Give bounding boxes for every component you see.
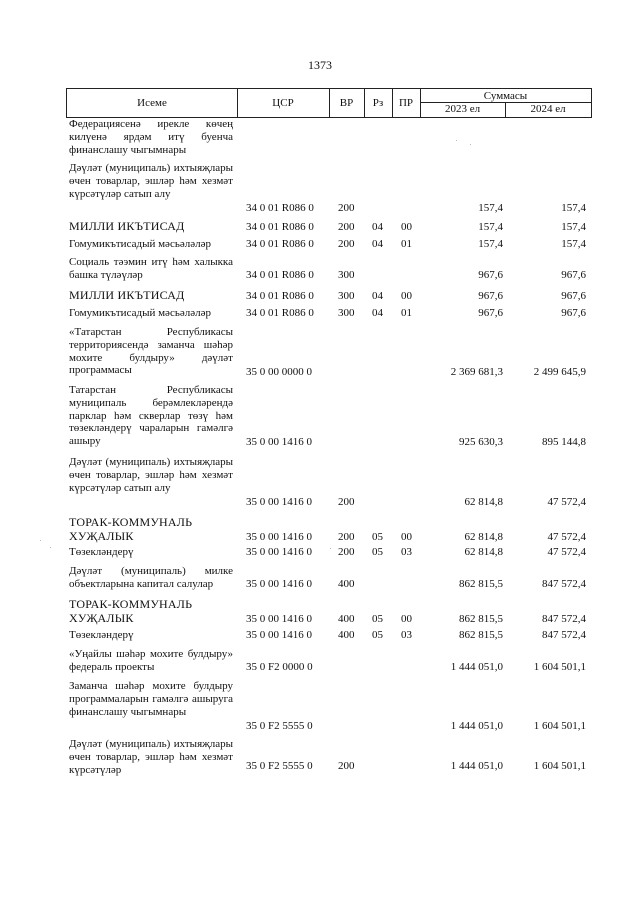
row-sum-2024: 1 604 501,1 [533,720,586,732]
row-vr: 200 [338,760,355,772]
row-name: «Уңайлы шәһәр мохите булдыру» федераль проекты [69,648,233,673]
row-rz: 04 [372,238,383,250]
row-csr: 34 0 01 R086 0 [246,221,314,233]
row-vr: 300 [338,307,355,319]
row-sum-2023: 157,4 [478,238,503,250]
row-sum-2024: 157,4 [561,202,586,214]
row-sum-2023: 62 814,8 [464,546,503,558]
row-name: Дәүләт (муниципаль) ихтыяҗлары өчен товарлар, эшләр һәм хезмәт күрсәтүләр сатып алу [69,456,233,494]
row-csr: 35 0 00 1416 0 [246,613,312,625]
row-name: МИЛЛИ ИКЪТИСАД [69,219,185,233]
row-sum-2023: 862 815,5 [459,613,503,625]
row-vr: 200 [338,496,355,508]
row-vr: 300 [338,290,355,302]
row-name: Гомумикътисадый мәсьәләләр [69,307,211,319]
row-pr: 00 [401,613,412,625]
row-csr: 35 0 F2 0000 0 [246,661,313,673]
row-pr: 01 [401,238,412,250]
row-name: Төзекләндерү [69,546,134,558]
header-csr: ЦСР [272,97,294,109]
row-csr: 35 0 F2 5555 0 [246,720,313,732]
header-rz: Рз [372,97,384,109]
row-csr: 35 0 00 1416 0 [246,496,312,508]
row-sum-2024: 967,6 [561,307,586,319]
row-sum-2024: 967,6 [561,269,586,281]
row-rz: 05 [372,613,383,625]
row-sum-2024: 847 572,4 [542,629,586,641]
header-vr: ВР [339,97,354,109]
row-sum-2023: 62 814,8 [464,531,503,543]
row-sum-2023: 1 444 051,0 [450,720,503,732]
row-name: «Татарстан Республикасы территориясендә заманча шәһәр мохите булдыру» дәүләт программасы [69,326,233,377]
table-header [66,88,592,118]
row-sum-2024: 1 604 501,1 [533,760,586,772]
row-sum-2023: 157,4 [478,202,503,214]
row-rz: 05 [372,531,383,543]
row-vr: 200 [338,238,355,250]
row-vr: 200 [338,202,355,214]
row-sum-2024: 967,6 [561,290,586,302]
row-rz: 05 [372,546,383,558]
row-sum-2024: 157,4 [561,238,586,250]
header-year-2023: 2023 ел [444,103,481,115]
row-sum-2024: 847 572,4 [542,613,586,625]
row-sum-2023: 967,6 [478,269,503,281]
row-vr: 400 [338,629,355,641]
row-pr: 00 [401,290,412,302]
row-name: Заманча шәһәр мохите булдыру программаларын гамәлгә ашыруга финанслашу чыгымнары [69,680,233,718]
row-rz: 04 [372,290,383,302]
row-csr: 34 0 01 R086 0 [246,269,314,281]
row-sum-2024: 847 572,4 [542,578,586,590]
row-csr: 35 0 00 1416 0 [246,629,312,641]
row-sum-2024: 157,4 [561,221,586,233]
row-vr: 300 [338,269,355,281]
row-csr: 34 0 01 R086 0 [246,290,314,302]
row-sum-2023: 967,6 [478,307,503,319]
header-pr: ПР [398,97,414,109]
row-sum-2024: 895 144,8 [542,436,586,448]
row-csr: 35 0 00 1416 0 [246,436,312,448]
row-sum-2023: 62 814,8 [464,496,503,508]
row-pr: 00 [401,221,412,233]
row-name: ТОРАК-КОММУНАЛЬ ХУҖАЛЫК [69,515,193,543]
row-csr: 35 0 F2 5555 0 [246,760,313,772]
header-name: Исеме [137,97,167,109]
row-sum-2024: 47 572,4 [547,546,586,558]
row-sum-2023: 862 815,5 [459,578,503,590]
row-name: Татарстан Республикасы муниципаль берәмлекләрендә парклар һәм скверлар төзү һәм төзекләндерү чараларын гамәлгә ашыру [69,384,233,448]
row-csr: 35 0 00 0000 0 [246,366,312,378]
row-vr: 200 [338,531,355,543]
row-vr: 200 [338,546,355,558]
row-sum-2023: 862 815,5 [459,629,503,641]
row-sum-2024: 2 499 645,9 [533,366,586,378]
row-sum-2023: 967,6 [478,290,503,302]
row-name: МИЛЛИ ИКЪТИСАД [69,288,185,302]
row-sum-2024: 1 604 501,1 [533,661,586,673]
row-csr: 35 0 00 1416 0 [246,578,312,590]
row-name: Дәүләт (муниципаль) ихтыяҗлары өчен товарлар, эшләр һәм хезмәт күрсәтүләр [69,738,233,776]
row-csr: 34 0 01 R086 0 [246,307,314,319]
row-name: Гомумикътисадый мәсьәләләр [69,238,211,250]
row-csr: 35 0 00 1416 0 [246,531,312,543]
row-name: Төзекләндерү [69,629,134,641]
row-sum-2023: 157,4 [478,221,503,233]
row-sum-2023: 925 630,3 [459,436,503,448]
row-pr: 01 [401,307,412,319]
row-name: Дәүләт (муниципаль) милке объектларына капитал салулар [69,565,233,590]
row-csr: 34 0 01 R086 0 [246,238,314,250]
row-name: ТОРАК-КОММУНАЛЬ ХУҖАЛЫК [69,597,193,625]
header-year-2024: 2024 ел [530,103,566,115]
row-pr: 03 [401,629,412,641]
row-vr: 400 [338,613,355,625]
row-pr: 03 [401,546,412,558]
row-vr: 200 [338,221,355,233]
row-pr: 00 [401,531,412,543]
row-name: Федерациясенә ирекле көчең килүенә ярдәм итү буенча финанслашу чыгымнары [69,118,233,156]
row-rz: 04 [372,221,383,233]
row-vr: 400 [338,578,355,590]
row-csr: 34 0 01 R086 0 [246,202,314,214]
row-sum-2023: 1 444 051,0 [450,760,503,772]
row-sum-2024: 47 572,4 [547,496,586,508]
row-sum-2023: 2 369 681,3 [450,366,503,378]
row-rz: 04 [372,307,383,319]
page-number: 1373 [308,58,332,72]
row-name: Дәүләт (муниципаль) ихтыяҗлары өчен товарлар, эшләр һәм хезмәт күрсәтүләр сатып алу [69,162,233,200]
row-name: Социаль тәэмин итү һәм халыкка башка түләүләр [69,256,233,281]
row-sum-2023: 1 444 051,0 [450,661,503,673]
row-rz: 05 [372,629,383,641]
header-sums: Суммасы [483,90,528,102]
row-csr: 35 0 00 1416 0 [246,546,312,558]
row-sum-2024: 47 572,4 [547,531,586,543]
